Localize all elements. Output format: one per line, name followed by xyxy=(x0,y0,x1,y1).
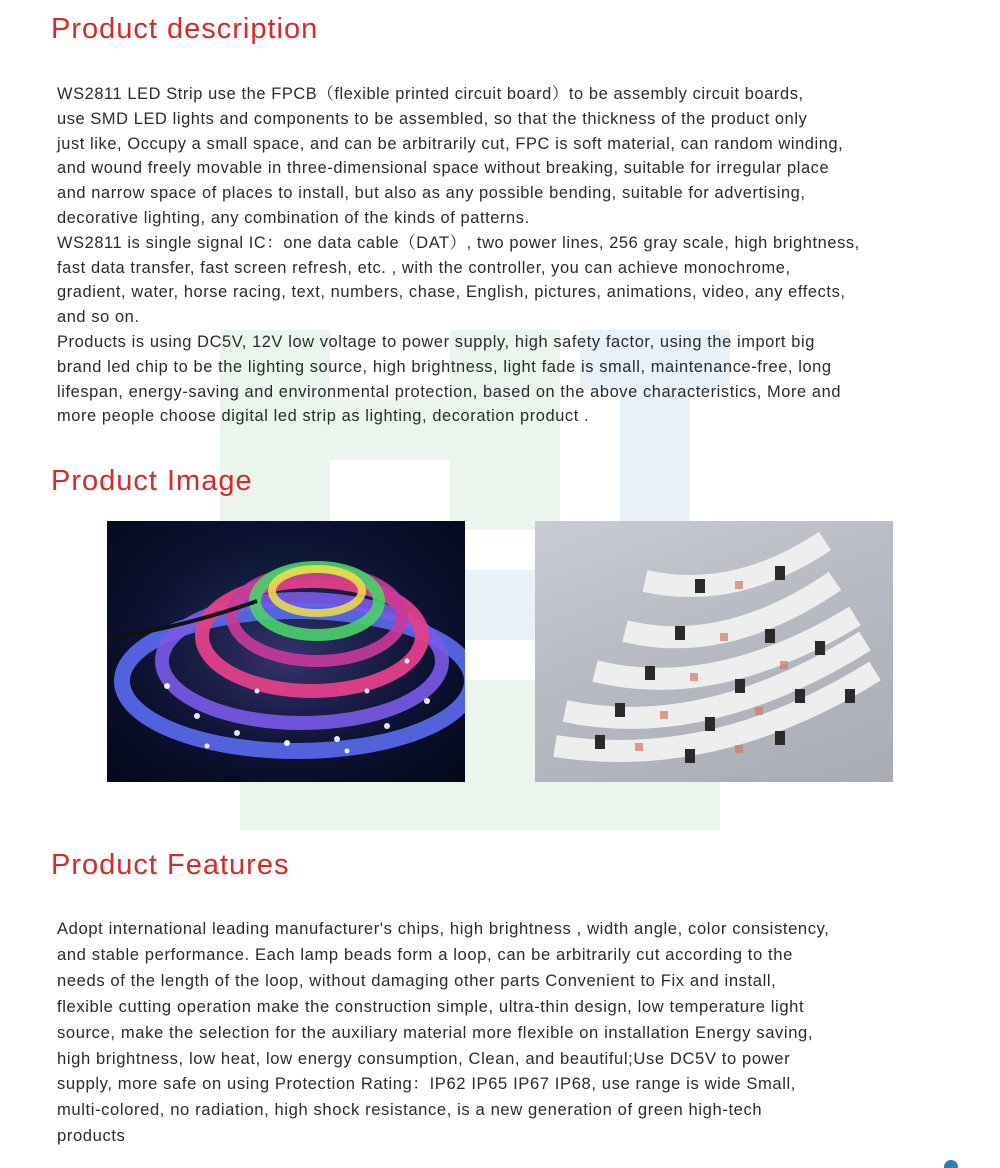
features-line: source, make the selection for the auxiliary material more flexible on installation Energy saving, xyxy=(57,1022,814,1042)
section-title-description: Product description xyxy=(51,13,319,45)
description-line: more people choose digital led strip as lighting, decoration product . xyxy=(57,407,590,426)
description-line: use SMD LED lights and components to be assembled, so that the thickness of the product only xyxy=(57,109,808,128)
description-line: Products is using DC5V, 12V low voltage to power supply, high safety factor, using the import big xyxy=(57,332,815,351)
features-text xyxy=(57,916,957,1149)
features-line: supply, more safe on using Protection Rating：IP62 IP65 IP67 IP68, use range is wide Small, xyxy=(57,1074,797,1094)
description-line: gradient, water, horse racing, text, numbers, chase, English, pictures, animations, video, any effects, xyxy=(57,283,846,302)
features-line: Adopt international leading manufacturer's chips, high brightness , width angle, color consistency, xyxy=(57,919,830,938)
description-line: and narrow space of places to install, but also as any possible bending, suitable for advertising, xyxy=(57,184,806,203)
features-line: needs of the length of the loop, without damaging other parts Convenient to Fix and install, xyxy=(57,970,777,990)
description-line: brand led chip to be the lighting source, high brightness, light fade is small, maintenance-free, long xyxy=(57,357,832,376)
description-line: fast data transfer, fast screen refresh, etc. , with the controller, you can achieve monochrome, xyxy=(57,258,791,277)
section-title-features: Product Features xyxy=(51,849,290,881)
features-line: multi-colored, no radiation, high shock resistance, is a new generation of green high-tech xyxy=(57,1100,763,1120)
description-line: lifespan, energy-saving and environmental protection, based on the above characteristics, More and xyxy=(57,382,842,401)
description-line: decorative lighting, any combination of the kinds of patterns. xyxy=(57,208,530,227)
section-title-image: Product Image xyxy=(51,465,253,497)
features-line: and stable performance. Each lamp beads form a loop, can be arbitrarily cut according to the xyxy=(57,944,793,964)
description-line: WS2811 is single signal IC：one data cable（DAT）, two power lines, 256 gray scale, high brightness, xyxy=(57,233,860,252)
description-text xyxy=(57,82,957,429)
features-line: products xyxy=(57,1126,126,1146)
description-line: just like, Occupy a small space, and can be arbitrarily cut, FPC is soft material, can random winding, xyxy=(57,134,844,153)
product-photo-unlit-strip xyxy=(535,521,893,782)
description-line: and wound freely movable in three-dimensional space without breaking, suitable for irregular place xyxy=(57,159,830,178)
description-line: WS2811 LED Strip use the FPCB（flexible printed circuit board）to be assembly circuit boards, xyxy=(57,85,804,103)
product-photo-lit-strip xyxy=(107,521,465,782)
features-line: high brightness, low heat, low energy consumption, Clean, and beautiful;Use DC5V to power xyxy=(57,1048,791,1068)
corner-decoration xyxy=(944,1160,958,1168)
description-line: and so on. xyxy=(57,308,140,327)
features-line: flexible cutting operation make the construction simple, ultra-thin design, low temperature light xyxy=(57,996,805,1016)
